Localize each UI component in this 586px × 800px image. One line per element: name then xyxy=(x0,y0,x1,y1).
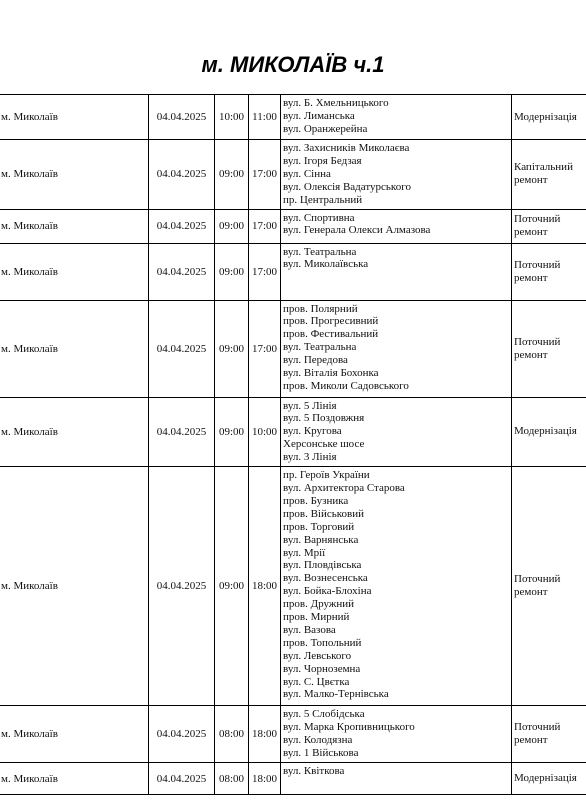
street-name: вул. Генерала Олекси Алмазова xyxy=(283,224,431,237)
street-name: вул. 5 Лінія xyxy=(283,399,337,412)
streets-cell xyxy=(281,209,512,243)
end-time-cell: 17:00 xyxy=(249,243,281,300)
street-name: вул. С. Цвєтка xyxy=(283,675,350,688)
city-cell: м. Миколаїв xyxy=(0,467,149,706)
work-type-label: Модернізація xyxy=(514,425,577,438)
street-name: вул. Театральна xyxy=(283,341,357,354)
city-cell: м. Миколаїв xyxy=(0,243,149,300)
work-type-cell xyxy=(512,140,586,210)
work-type-label: ремонт xyxy=(514,226,548,239)
street-name: пров. Мирний xyxy=(283,611,350,624)
start-time-cell: 09:00 xyxy=(215,140,249,210)
end-time-cell: 18:00 xyxy=(249,763,281,795)
work-type-label: ремонт xyxy=(514,174,548,187)
street-name: вул. Вазова xyxy=(283,623,336,636)
city-cell: м. Миколаїв xyxy=(0,140,149,210)
street-name: вул. Квіткова xyxy=(283,765,345,778)
streets-cell xyxy=(281,763,512,795)
streets-cell xyxy=(281,243,512,300)
work-type-label: ремонт xyxy=(514,586,548,599)
date-cell: 04.04.2025 xyxy=(149,95,215,140)
end-time-cell: 18:00 xyxy=(249,706,281,763)
city-cell: м. Миколаїв xyxy=(0,763,149,795)
street-name: пров. Дружний xyxy=(283,598,355,611)
outage-schedule-table xyxy=(0,94,586,795)
street-name: пр. Героїв України xyxy=(283,469,370,482)
work-type-label: Модернізація xyxy=(514,772,577,785)
work-type-cell xyxy=(512,95,586,140)
work-type-cell xyxy=(512,706,586,763)
street-name: вул. Марка Кропивницького xyxy=(283,720,415,733)
work-type-label: ремонт xyxy=(514,348,548,361)
street-name: вул. Передова xyxy=(283,354,348,367)
start-time-cell: 09:00 xyxy=(215,300,249,397)
street-name: вул. Лиманська xyxy=(283,109,355,122)
city-cell: м. Миколаїв xyxy=(0,397,149,467)
page-title: м. МИКОЛАЇВ ч.1 xyxy=(201,52,385,77)
street-name: вул. Малко-Тернівська xyxy=(283,688,389,701)
street-name: вул. Віталія Бохонка xyxy=(283,367,379,380)
start-time-cell: 10:00 xyxy=(215,95,249,140)
street-name: пров. Військовий xyxy=(283,507,365,520)
table-row xyxy=(0,467,586,706)
streets-cell xyxy=(281,706,512,763)
date-cell: 04.04.2025 xyxy=(149,209,215,243)
work-type-label: ремонт xyxy=(514,734,548,747)
table-row xyxy=(0,95,586,140)
street-name: пров. Прогресивний xyxy=(283,315,379,328)
table-row xyxy=(0,209,586,243)
street-name: пров. Торговий xyxy=(283,520,355,533)
date-cell: 04.04.2025 xyxy=(149,243,215,300)
date-cell: 04.04.2025 xyxy=(149,467,215,706)
table-row xyxy=(0,300,586,397)
street-name: вул. 1 Військова xyxy=(283,746,359,759)
work-type-label: Поточний xyxy=(514,335,561,348)
street-name: вул. 5 Слобідська xyxy=(283,708,365,721)
work-type-cell xyxy=(512,763,586,795)
city-cell: м. Миколаїв xyxy=(0,706,149,763)
street-name: вул. Спортивна xyxy=(283,211,355,224)
street-name: вул. Олексія Вадатурського xyxy=(283,180,411,193)
street-name: вул. 5 Поздовжня xyxy=(283,412,365,425)
start-time-cell: 09:00 xyxy=(215,467,249,706)
street-name: вул. Левського xyxy=(283,649,352,662)
city-cell: м. Миколаїв xyxy=(0,209,149,243)
street-name: вул. Кругова xyxy=(283,425,342,438)
street-name: вул. Театральна xyxy=(283,245,357,258)
work-type-label: Поточний xyxy=(514,258,561,271)
streets-cell xyxy=(281,467,512,706)
street-name: пров. Топольний xyxy=(283,636,362,649)
end-time-cell: 10:00 xyxy=(249,397,281,467)
street-name: пр. Центральний xyxy=(283,193,363,206)
date-cell: 04.04.2025 xyxy=(149,397,215,467)
street-name: вул. Вознесенська xyxy=(283,572,368,585)
work-type-label: Поточний xyxy=(514,213,561,226)
street-name: вул. Миколаївська xyxy=(283,258,369,271)
street-name: вул. Б. Хмельницького xyxy=(283,97,389,109)
table-row xyxy=(0,706,586,763)
table-row xyxy=(0,243,586,300)
table-row xyxy=(0,397,586,467)
street-name: вул. Архитектора Старова xyxy=(283,481,405,494)
work-type-cell xyxy=(512,467,586,706)
street-name: вул. Захисників Миколаєва xyxy=(283,142,410,154)
streets-cell xyxy=(281,140,512,210)
work-type-label: Поточний xyxy=(514,573,561,586)
work-type-cell xyxy=(512,397,586,467)
street-name: вул. Оранжерейна xyxy=(283,122,368,135)
start-time-cell: 09:00 xyxy=(215,243,249,300)
street-name: вул. Пловдівська xyxy=(283,559,362,572)
date-cell: 04.04.2025 xyxy=(149,300,215,397)
start-time-cell: 09:00 xyxy=(215,397,249,467)
street-name: пров. Фестивальний xyxy=(283,328,379,341)
end-time-cell: 17:00 xyxy=(249,209,281,243)
start-time-cell: 09:00 xyxy=(215,209,249,243)
street-name: вул. Бойка-Блохіна xyxy=(283,585,372,598)
street-name: вул. Сінна xyxy=(283,167,331,180)
start-time-cell: 08:00 xyxy=(215,763,249,795)
street-name: вул. Мрії xyxy=(283,546,326,559)
street-name: пров. Миколи Садовського xyxy=(283,379,409,392)
end-time-cell: 18:00 xyxy=(249,467,281,706)
city-cell: м. Миколаїв xyxy=(0,300,149,397)
street-name: пров. Бузника xyxy=(283,494,349,507)
start-time-cell: 08:00 xyxy=(215,706,249,763)
work-type-cell xyxy=(512,243,586,300)
work-type-label: ремонт xyxy=(514,271,548,284)
street-name: вул. 3 Лінія xyxy=(283,451,337,464)
date-cell: 04.04.2025 xyxy=(149,706,215,763)
work-type-cell xyxy=(512,300,586,397)
table-row xyxy=(0,140,586,210)
streets-cell xyxy=(281,397,512,467)
work-type-label: Капітальний xyxy=(514,161,573,174)
date-cell: 04.04.2025 xyxy=(149,763,215,795)
streets-cell xyxy=(281,300,512,397)
street-name: вул. Варнянська xyxy=(283,533,359,546)
end-time-cell: 17:00 xyxy=(249,300,281,397)
street-name: Херсонське шосе xyxy=(283,438,365,451)
streets-cell xyxy=(281,95,512,140)
work-type-label: Поточний xyxy=(514,721,561,734)
work-type-label: Модернізація xyxy=(514,110,577,123)
street-name: вул. Чорноземна xyxy=(283,662,361,675)
street-name: пров. Полярний xyxy=(283,302,358,315)
street-name: вул. Колодязна xyxy=(283,733,353,746)
end-time-cell: 11:00 xyxy=(249,95,281,140)
table-row xyxy=(0,763,586,795)
work-type-cell xyxy=(512,209,586,243)
end-time-cell: 17:00 xyxy=(249,140,281,210)
city-cell: м. Миколаїв xyxy=(0,95,149,140)
street-name: вул. Ігоря Бедзая xyxy=(283,154,362,167)
date-cell: 04.04.2025 xyxy=(149,140,215,210)
